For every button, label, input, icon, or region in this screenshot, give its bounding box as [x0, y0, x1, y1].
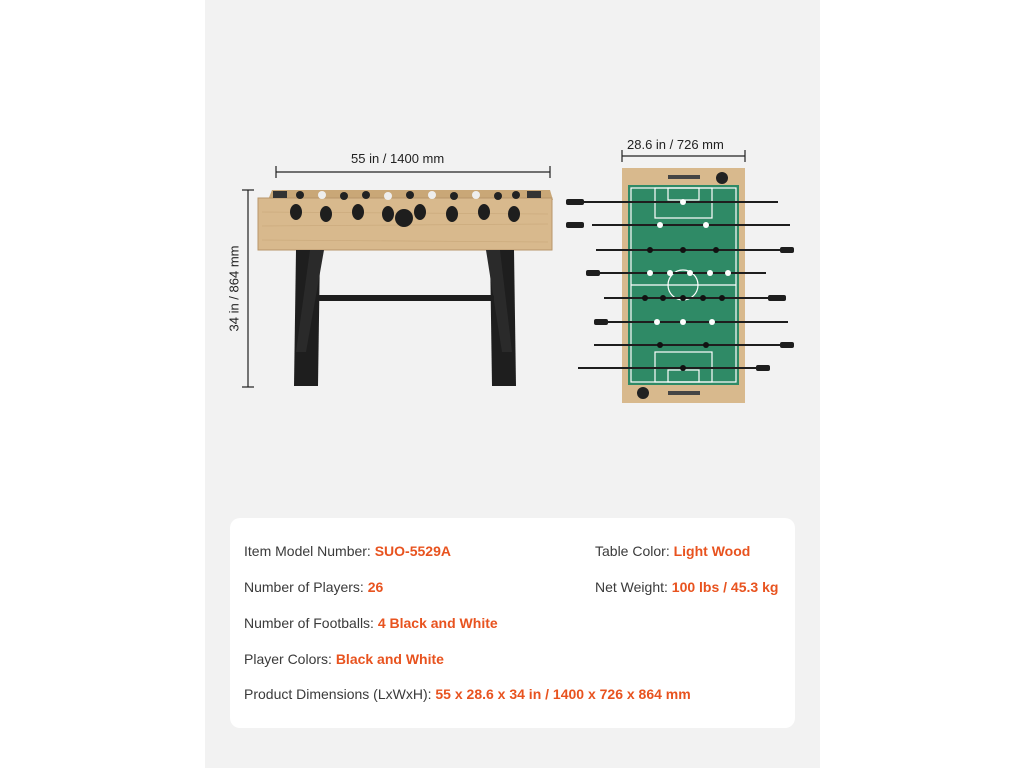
spec-label: Table Color: — [595, 543, 674, 559]
height-dimension-label: 34 in / 864 mm — [226, 245, 242, 332]
spec-table-color — [595, 543, 750, 559]
length-dimension-label: 55 in / 1400 mm — [351, 151, 445, 166]
spec-net-weight — [595, 579, 778, 595]
spec-label: Net Weight: — [595, 579, 672, 595]
spec-player-colors — [244, 651, 444, 667]
spec-value: Light Wood — [673, 543, 751, 559]
spec-label: Number of Footballs: — [244, 615, 378, 631]
spec-value: 100 lbs / 45.3 kg — [671, 579, 779, 595]
spec-model-number — [244, 543, 451, 559]
spec-number-of-players — [244, 579, 383, 595]
spec-number-of-footballs — [244, 615, 498, 631]
spec-value: 26 — [367, 579, 384, 595]
width-dimension-label: 28.6 in / 726 mm — [627, 137, 724, 152]
spec-label: Item Model Number: — [244, 543, 375, 559]
spec-label: Number of Players: — [244, 579, 368, 595]
spec-value: Black and White — [335, 651, 444, 667]
spec-value: 55 x 28.6 x 34 in / 1400 x 726 x 864 mm — [435, 686, 691, 702]
spec-label: Player Colors: — [244, 651, 336, 667]
spec-product-dimensions — [244, 686, 691, 702]
spec-value: 4 Black and White — [377, 615, 498, 631]
spec-value: SUO-5529A — [374, 543, 451, 559]
spec-label: Product Dimensions (LxWxH): — [244, 686, 436, 702]
